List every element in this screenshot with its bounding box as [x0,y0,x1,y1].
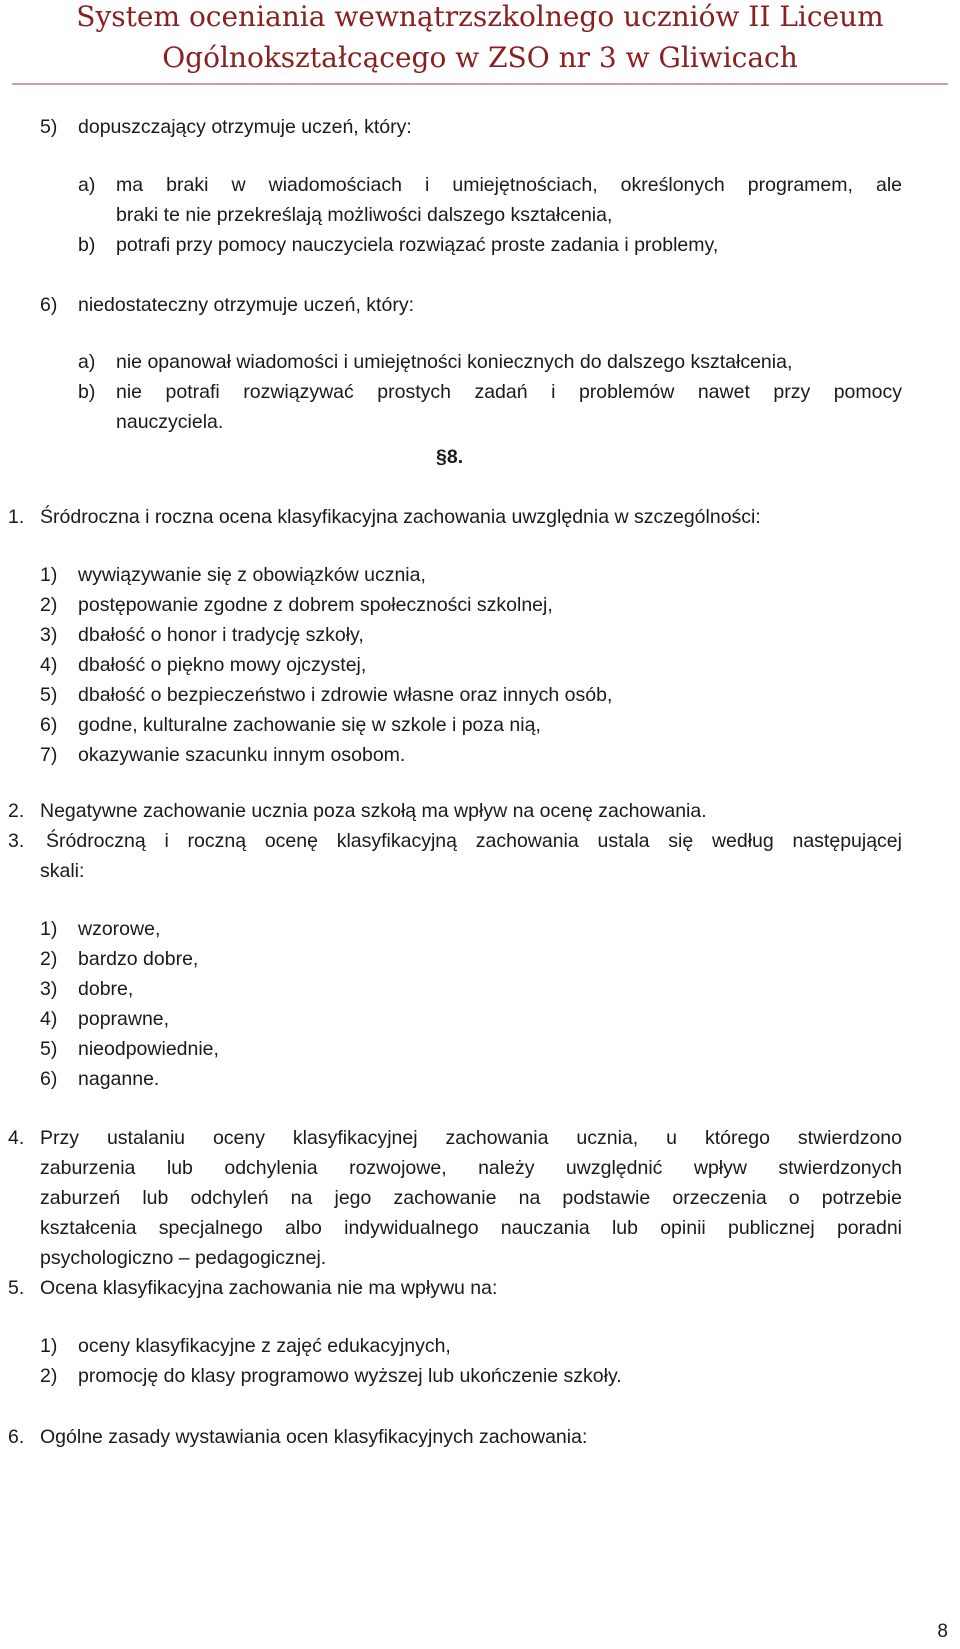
item5-text: dopuszczający otrzymuje uczeń, który: [78,116,412,138]
p1-item7-number: 7) [40,744,58,766]
header-divider [12,83,948,85]
item5-number: 5) [40,116,58,138]
p5-item2-text: promocję do klasy programowo wyższej lub ukończenie szkoły. [78,1365,622,1387]
p1-item7-text: okazywanie szacunku innym osobom. [78,744,406,766]
page-header [0,0,960,78]
p1-item1-number: 1) [40,564,58,586]
p1-item6-text: godne, kulturalne zachowanie się w szkole i poza nią, [78,714,541,736]
header-title-line2: Ogólnokształcącego w ZSO nr 3 w Gliwicach [162,41,798,74]
p1-text: Śródroczna i roczna ocena klasyfikacyjna zachowania uwzględnia w szczególności: [40,506,761,528]
p3-item4-number: 4) [40,1008,58,1030]
p3-item6-number: 6) [40,1068,58,1090]
item6-number: 6) [40,294,58,316]
p5-number: 5. [8,1277,25,1299]
p1-item3-text: dbałość o honor i tradycję szkoły, [78,624,364,646]
p2-text: Negatywne zachowanie ucznia poza szkołą ma wpływ na ocenę zachowania. [40,800,707,822]
item5-a-line2: braki te nie przekreślają możliwości dalszego kształcenia, [116,204,613,226]
p3-item5-number: 5) [40,1038,58,1060]
item6-b-line1: nie potrafi rozwiązywać prostych zadań i problemów nawet przy pomocy [116,381,902,403]
p1-item3-number: 3) [40,624,58,646]
p4-line2: zaburzenia lub odchylenia rozwojowe, należy uwzględnić wpływ stwierdzonych [40,1157,902,1179]
p1-item5-text: dbałość o bezpieczeństwo i zdrowie własne oraz innych osób, [78,684,613,706]
header-title-line1: System oceniania wewnątrzszkolnego uczniów II Liceum [76,0,884,33]
p3-item1-number: 1) [40,918,58,940]
p5-item1-text: oceny klasyfikacyjne z zajęć edukacyjnych, [78,1335,451,1357]
item6-text: niedostateczny otrzymuje uczeń, który: [78,294,414,316]
item5-a-line1: ma braki w wiadomościach i umiejętnościach, określonych programem, ale [116,174,902,196]
p5-item2-number: 2) [40,1365,58,1387]
item5-a-letter: a) [78,174,96,196]
p1-item4-text: dbałość o piękno mowy ojczystej, [78,654,367,676]
p3-number: 3. [8,830,25,852]
p3-item4-text: poprawne, [78,1008,170,1030]
page-number: 8 [937,1621,948,1642]
p4-line4: kształcenia specjalnego albo indywidualnego nauczania lub opinii publicznej poradni [40,1217,902,1239]
p6-text: Ogólne zasady wystawiania ocen klasyfikacyjnych zachowania: [40,1426,588,1448]
p3-item1-text: wzorowe, [78,918,161,940]
p3-item3-number: 3) [40,978,58,1000]
p4-line5: psychologiczno – pedagogicznej. [40,1247,327,1269]
p1-number: 1. [8,506,25,528]
p4-line3: zaburzeń lub odchyleń na jego zachowanie na podstawie orzeczenia o potrzebie [40,1187,902,1209]
item5-b-letter: b) [78,234,96,256]
p2-number: 2. [8,800,25,822]
p5-text: Ocena klasyfikacyjna zachowania nie ma wpływu na: [40,1277,498,1299]
item6-a-text: nie opanował wiadomości i umiejętności koniecznych do dalszego kształcenia, [116,351,793,373]
item5-b-text: potrafi przy pomocy nauczyciela rozwiązać proste zadania i problemy, [116,234,719,256]
p4-line1: Przy ustalaniu oceny klasyfikacyjnej zachowania ucznia, u którego stwierdzono [40,1127,902,1149]
p6-number: 6. [8,1426,25,1448]
p3-item2-number: 2) [40,948,58,970]
p5-item1-number: 1) [40,1335,58,1357]
section-heading: §8. [436,446,464,468]
p3-item5-text: nieodpowiednie, [78,1038,219,1060]
p4-number: 4. [8,1127,25,1149]
p3-item2-text: bardzo dobre, [78,948,199,970]
p1-item2-text: postępowanie zgodne z dobrem społeczności szkolnej, [78,594,553,616]
p1-item1-text: wywiązywanie się z obowiązków ucznia, [78,564,426,586]
p1-item4-number: 4) [40,654,58,676]
item6-b-letter: b) [78,381,96,403]
p1-item6-number: 6) [40,714,58,736]
p3-item6-text: naganne. [78,1068,160,1090]
p1-item2-number: 2) [40,594,58,616]
item6-b-line2: nauczyciela. [116,411,224,433]
p3-line1: Śródroczną i roczną ocenę klasyfikacyjną zachowania ustala się według następującej [46,830,902,852]
p3-item3-text: dobre, [78,978,134,1000]
item6-a-letter: a) [78,351,96,373]
p1-item5-number: 5) [40,684,58,706]
p3-line2: skali: [40,860,85,882]
